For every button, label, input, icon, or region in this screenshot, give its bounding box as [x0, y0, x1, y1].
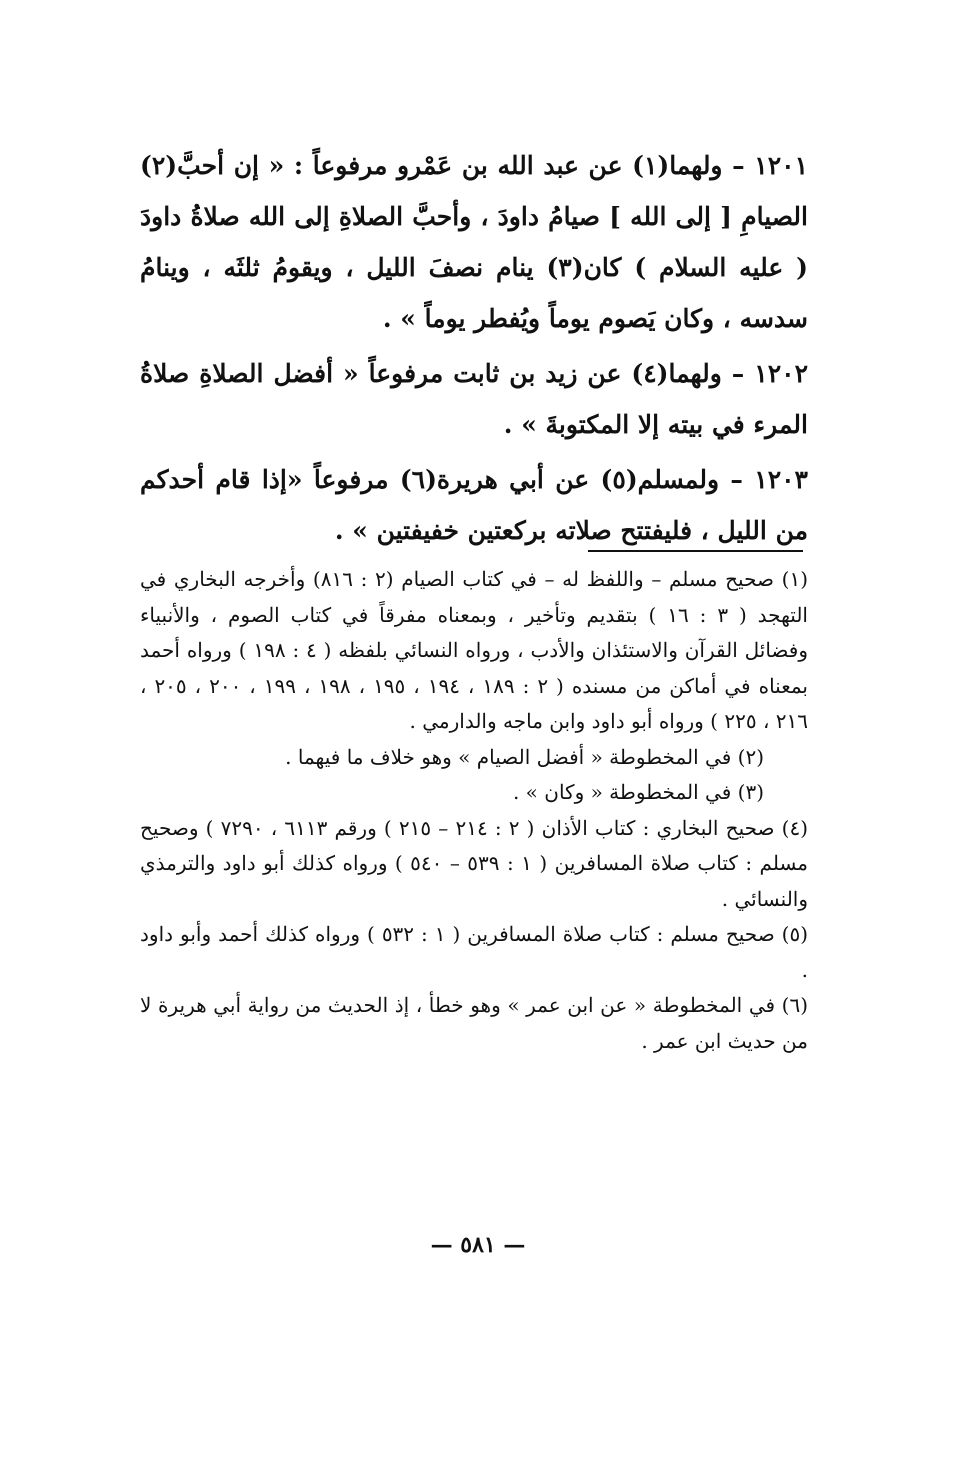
footnote-2: (٢) في المخطوطة « أفضل الصيام » وهو خلاف ما فيهما .	[285, 744, 764, 769]
footnote-3: (٣) في المخطوطة « وكان » .	[512, 780, 764, 804]
hadith-section	[140, 140, 808, 560]
footnote-separator	[588, 550, 803, 552]
footnote-1: (١) صحيح مسلم – واللفظ له – في كتاب الصيام (٢ : ٨١٦) وأخرجه البخاري في التهجد ( ٣ : ١٦ ) بتقديم وتأخير ، وبمعناه مفرقاً في كتاب الصوم ، والأنبياء وفضائل القرآن والاستئذان والأدب ، ورواه النسائي بلفظه ( ٤ : ١٩٨ ) ورواه أحمد بمعناه في أماكن من مسنده ( ٢ : ١٨٩ ، ١٩٤ ، ١٩٥ ، ١٩٨ ، ١٩٩ ، ٢٠٠ ، ٢٠٥ ، ٢١٦ ، ٢٢٥ ) ورواه أبو داود وابن ماجه والدارمي .	[140, 567, 808, 733]
footnotes-section	[140, 562, 808, 1059]
footnote-6: (٦) في المخطوطة « عن ابن عمر » وهو خطأ ، إذ الحديث من رواية أبي هريرة لا من حديث ابن عمر .	[140, 993, 808, 1053]
footnote-4: (٤) صحيح البخاري : كتاب الأذان ( ٢ : ٢١٤ – ٢١٥ ) ورقم ٦١١٣ ، ٧٢٩٠ ) وصحيح مسلم : كتاب صلاة المسافرين ( ١ : ٥٣٩ – ٥٤٠ ) ورواه كذلك أبو داود والترمذي والنسائي .	[140, 815, 809, 911]
hadith-1201: ١٢٠١ – ولهما(١) عن عبد الله بن عَمْرو مرفوعاً : « إن أحبَّ(٢) الصيامِ [ إلى الله ] صيامُ داودَ ، وأحبَّ الصلاةِ إلى الله صلاةُ داودَ ( عليه السلام ) كان(٣) ينام نصفَ الليل ، ويقومُ ثلثَه ، وينامُ سدسه ، وكان يَصوم يوماً ويُفطر يوماً » .	[140, 151, 808, 333]
hadith-1202: ١٢٠٢ – ولهما(٤) عن زيد بن ثابت مرفوعاً « أفضل الصلاةِ صلاةُ المرء في بيته إلا المكتوبةَ » .	[140, 359, 808, 439]
page-number: — ٥٨١ —	[430, 1232, 526, 1258]
hadith-1203: ١٢٠٣ – ولمسلم(٥) عن أبي هريرة(٦) مرفوعاً «إذا قام أحدكم من الليل ، فليفتتح صلاته بركعتين خفيفتين » .	[140, 465, 808, 545]
footnote-5: (٥) صحيح مسلم : كتاب صلاة المسافرين ( ١ : ٥٣٢ ) ورواه كذلك أحمد وأبو داود .	[140, 922, 809, 982]
